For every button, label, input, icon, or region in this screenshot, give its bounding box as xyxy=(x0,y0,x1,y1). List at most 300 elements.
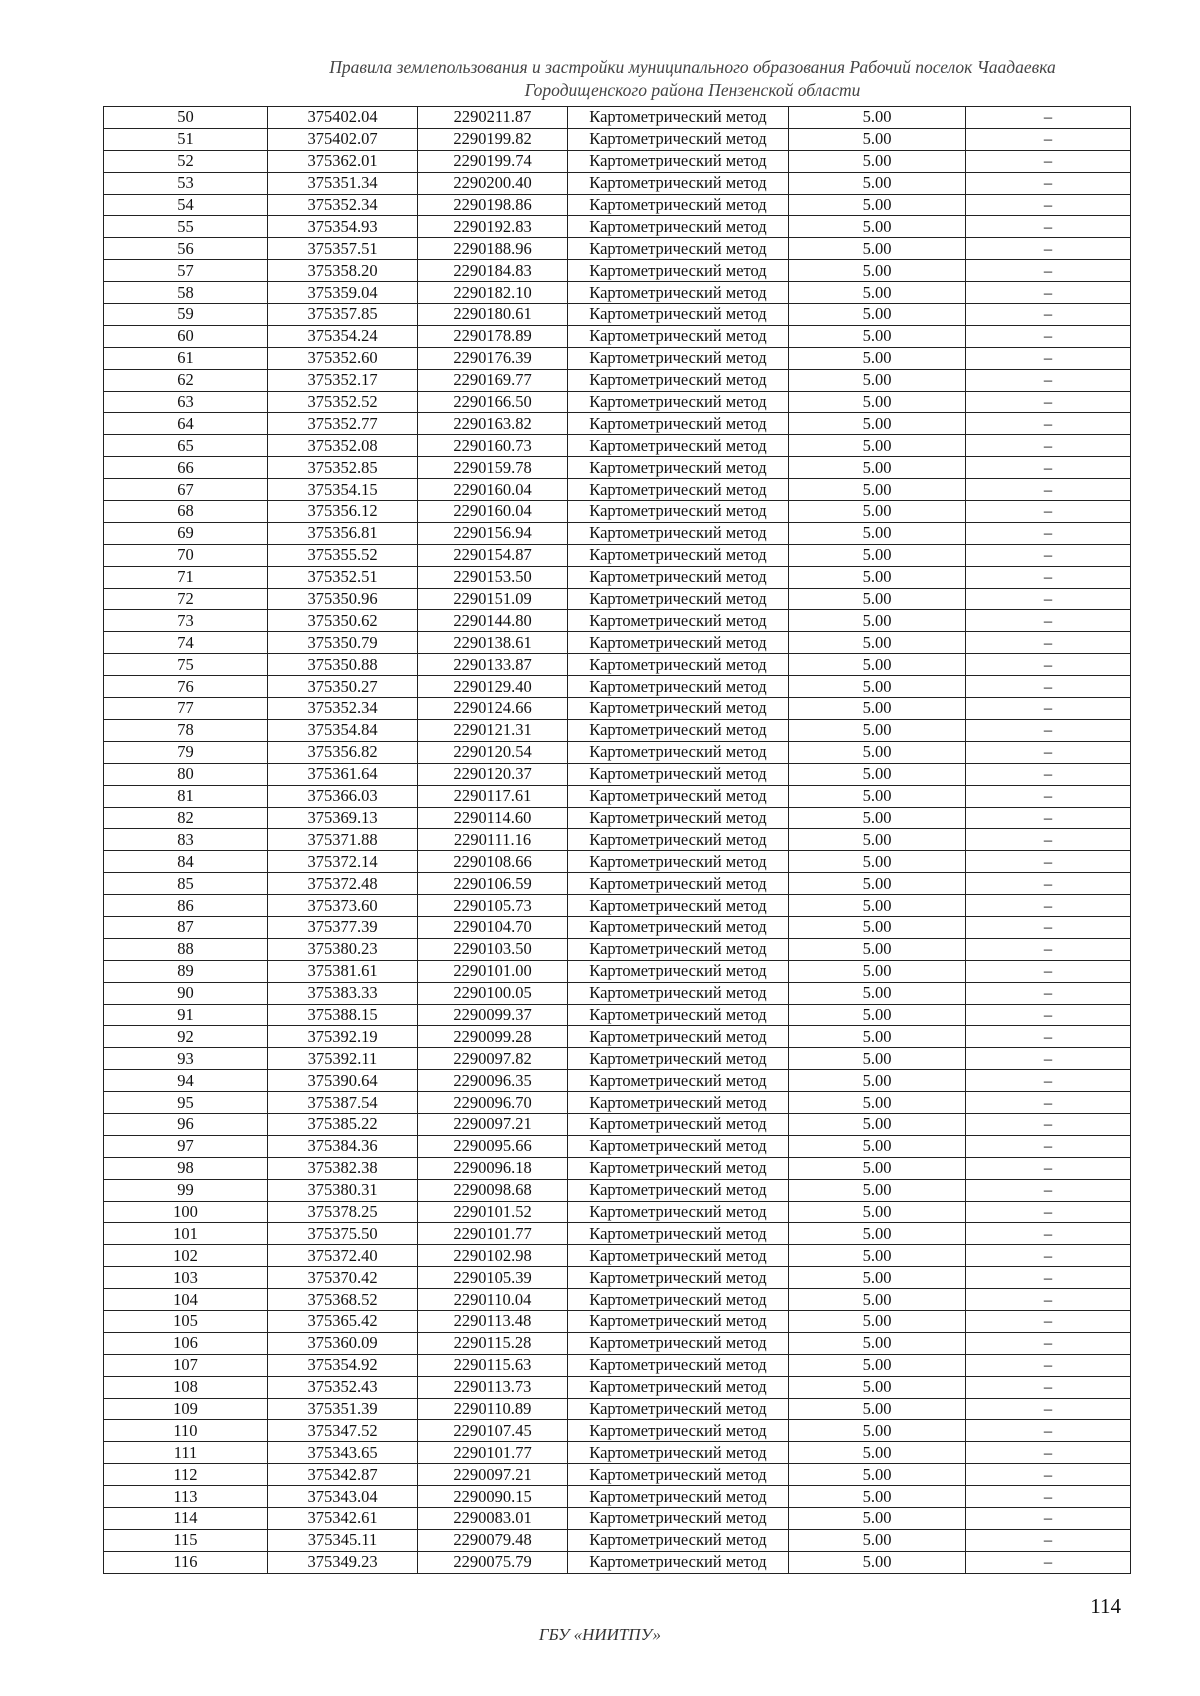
accuracy-cell: 5.00 xyxy=(789,851,966,873)
x-coordinate-cell: 375360.09 xyxy=(268,1332,418,1354)
y-coordinate-cell: 2290111.16 xyxy=(418,829,568,851)
x-coordinate-cell: 375347.52 xyxy=(268,1420,418,1442)
point-number-cell: 64 xyxy=(104,413,268,435)
table-row xyxy=(104,1267,1131,1289)
y-coordinate-cell: 2290160.04 xyxy=(418,501,568,523)
x-coordinate-cell: 375343.04 xyxy=(268,1486,418,1508)
table-row xyxy=(104,873,1131,895)
accuracy-cell: 5.00 xyxy=(789,1245,966,1267)
table-row xyxy=(104,1157,1131,1179)
accuracy-cell: 5.00 xyxy=(789,1201,966,1223)
accuracy-cell: 5.00 xyxy=(789,1420,966,1442)
table-row xyxy=(104,369,1131,391)
accuracy-cell: 5.00 xyxy=(789,216,966,238)
x-coordinate-cell: 375356.12 xyxy=(268,501,418,523)
y-coordinate-cell: 2290110.04 xyxy=(418,1289,568,1311)
y-coordinate-cell: 2290180.61 xyxy=(418,304,568,326)
description-cell: – xyxy=(966,895,1131,917)
y-coordinate-cell: 2290120.54 xyxy=(418,741,568,763)
point-number-cell: 87 xyxy=(104,916,268,938)
y-coordinate-cell: 2290110.89 xyxy=(418,1398,568,1420)
table-row xyxy=(104,304,1131,326)
point-number-cell: 94 xyxy=(104,1070,268,1092)
y-coordinate-cell: 2290121.31 xyxy=(418,719,568,741)
method-cell: Картометрический метод xyxy=(568,260,789,282)
y-coordinate-cell: 2290105.39 xyxy=(418,1267,568,1289)
y-coordinate-cell: 2290097.21 xyxy=(418,1464,568,1486)
description-cell: – xyxy=(966,238,1131,260)
method-cell: Картометрический метод xyxy=(568,457,789,479)
description-cell: – xyxy=(966,1223,1131,1245)
table-row xyxy=(104,150,1131,172)
y-coordinate-cell: 2290101.77 xyxy=(418,1442,568,1464)
description-cell: – xyxy=(966,347,1131,369)
x-coordinate-cell: 375350.62 xyxy=(268,610,418,632)
description-cell: – xyxy=(966,785,1131,807)
x-coordinate-cell: 375352.08 xyxy=(268,435,418,457)
x-coordinate-cell: 375357.85 xyxy=(268,304,418,326)
table-row xyxy=(104,1048,1131,1070)
point-number-cell: 90 xyxy=(104,982,268,1004)
description-cell: – xyxy=(966,1508,1131,1530)
point-number-cell: 89 xyxy=(104,960,268,982)
description-cell: – xyxy=(966,873,1131,895)
x-coordinate-cell: 375368.52 xyxy=(268,1289,418,1311)
table-row xyxy=(104,1201,1131,1223)
accuracy-cell: 5.00 xyxy=(789,150,966,172)
method-cell: Картометрический метод xyxy=(568,1179,789,1201)
y-coordinate-cell: 2290097.21 xyxy=(418,1113,568,1135)
accuracy-cell: 5.00 xyxy=(789,1486,966,1508)
description-cell: – xyxy=(966,1464,1131,1486)
description-cell: – xyxy=(966,1551,1131,1573)
y-coordinate-cell: 2290113.73 xyxy=(418,1376,568,1398)
x-coordinate-cell: 375357.51 xyxy=(268,238,418,260)
method-cell: Картометрический метод xyxy=(568,1398,789,1420)
description-cell: – xyxy=(966,1376,1131,1398)
method-cell: Картометрический метод xyxy=(568,347,789,369)
x-coordinate-cell: 375354.84 xyxy=(268,719,418,741)
x-coordinate-cell: 375392.19 xyxy=(268,1026,418,1048)
method-cell: Картометрический метод xyxy=(568,1004,789,1026)
description-cell: – xyxy=(966,654,1131,676)
description-cell: – xyxy=(966,1310,1131,1332)
table-row xyxy=(104,566,1131,588)
description-cell: – xyxy=(966,194,1131,216)
accuracy-cell: 5.00 xyxy=(789,194,966,216)
accuracy-cell: 5.00 xyxy=(789,1048,966,1070)
point-number-cell: 54 xyxy=(104,194,268,216)
table-row xyxy=(104,1398,1131,1420)
accuracy-cell: 5.00 xyxy=(789,304,966,326)
x-coordinate-cell: 375359.04 xyxy=(268,282,418,304)
y-coordinate-cell: 2290120.37 xyxy=(418,763,568,785)
y-coordinate-cell: 2290144.80 xyxy=(418,610,568,632)
y-coordinate-cell: 2290101.52 xyxy=(418,1201,568,1223)
description-cell: – xyxy=(966,1004,1131,1026)
description-cell: – xyxy=(966,304,1131,326)
method-cell: Картометрический метод xyxy=(568,435,789,457)
method-cell: Картометрический метод xyxy=(568,873,789,895)
accuracy-cell: 5.00 xyxy=(789,1179,966,1201)
table-row xyxy=(104,1113,1131,1135)
method-cell: Картометрический метод xyxy=(568,851,789,873)
y-coordinate-cell: 2290106.59 xyxy=(418,873,568,895)
method-cell: Картометрический метод xyxy=(568,960,789,982)
y-coordinate-cell: 2290105.73 xyxy=(418,895,568,917)
table-row xyxy=(104,347,1131,369)
y-coordinate-cell: 2290096.70 xyxy=(418,1092,568,1114)
x-coordinate-cell: 375387.54 xyxy=(268,1092,418,1114)
table-row xyxy=(104,807,1131,829)
table-row xyxy=(104,785,1131,807)
description-cell: – xyxy=(966,1442,1131,1464)
table-row xyxy=(104,501,1131,523)
table-row xyxy=(104,194,1131,216)
y-coordinate-cell: 2290098.68 xyxy=(418,1179,568,1201)
description-cell: – xyxy=(966,960,1131,982)
table-row xyxy=(104,325,1131,347)
description-cell: – xyxy=(966,1201,1131,1223)
point-number-cell: 75 xyxy=(104,654,268,676)
method-cell: Картометрический метод xyxy=(568,895,789,917)
x-coordinate-cell: 375349.23 xyxy=(268,1551,418,1573)
description-cell: – xyxy=(966,763,1131,785)
x-coordinate-cell: 375354.93 xyxy=(268,216,418,238)
accuracy-cell: 5.00 xyxy=(789,107,966,129)
y-coordinate-cell: 2290163.82 xyxy=(418,413,568,435)
table-row xyxy=(104,895,1131,917)
y-coordinate-cell: 2290153.50 xyxy=(418,566,568,588)
point-number-cell: 65 xyxy=(104,435,268,457)
table-row xyxy=(104,1179,1131,1201)
accuracy-cell: 5.00 xyxy=(789,698,966,720)
description-cell: – xyxy=(966,719,1131,741)
table-row xyxy=(104,391,1131,413)
table-row xyxy=(104,1354,1131,1376)
point-number-cell: 93 xyxy=(104,1048,268,1070)
point-number-cell: 100 xyxy=(104,1201,268,1223)
accuracy-cell: 5.00 xyxy=(789,1289,966,1311)
y-coordinate-cell: 2290138.61 xyxy=(418,632,568,654)
x-coordinate-cell: 375361.64 xyxy=(268,763,418,785)
description-cell: – xyxy=(966,128,1131,150)
accuracy-cell: 5.00 xyxy=(789,763,966,785)
point-number-cell: 73 xyxy=(104,610,268,632)
accuracy-cell: 5.00 xyxy=(789,1070,966,1092)
point-number-cell: 96 xyxy=(104,1113,268,1135)
accuracy-cell: 5.00 xyxy=(789,435,966,457)
accuracy-cell: 5.00 xyxy=(789,1135,966,1157)
x-coordinate-cell: 375366.03 xyxy=(268,785,418,807)
table-row xyxy=(104,1332,1131,1354)
accuracy-cell: 5.00 xyxy=(789,479,966,501)
description-cell: – xyxy=(966,829,1131,851)
x-coordinate-cell: 375356.82 xyxy=(268,741,418,763)
y-coordinate-cell: 2290169.77 xyxy=(418,369,568,391)
point-number-cell: 110 xyxy=(104,1420,268,1442)
y-coordinate-cell: 2290103.50 xyxy=(418,938,568,960)
table-row xyxy=(104,763,1131,785)
y-coordinate-cell: 2290079.48 xyxy=(418,1529,568,1551)
method-cell: Картометрический метод xyxy=(568,1245,789,1267)
y-coordinate-cell: 2290198.86 xyxy=(418,194,568,216)
table-row xyxy=(104,829,1131,851)
x-coordinate-cell: 375354.24 xyxy=(268,325,418,347)
x-coordinate-cell: 375384.36 xyxy=(268,1135,418,1157)
x-coordinate-cell: 375365.42 xyxy=(268,1310,418,1332)
description-cell: – xyxy=(966,588,1131,610)
accuracy-cell: 5.00 xyxy=(789,1508,966,1530)
x-coordinate-cell: 375352.52 xyxy=(268,391,418,413)
method-cell: Картометрический метод xyxy=(568,632,789,654)
accuracy-cell: 5.00 xyxy=(789,413,966,435)
table-row xyxy=(104,1245,1131,1267)
method-cell: Картометрический метод xyxy=(568,916,789,938)
accuracy-cell: 5.00 xyxy=(789,982,966,1004)
y-coordinate-cell: 2290199.74 xyxy=(418,150,568,172)
point-number-cell: 105 xyxy=(104,1310,268,1332)
description-cell: – xyxy=(966,260,1131,282)
method-cell: Картометрический метод xyxy=(568,1201,789,1223)
y-coordinate-cell: 2290192.83 xyxy=(418,216,568,238)
method-cell: Картометрический метод xyxy=(568,1442,789,1464)
accuracy-cell: 5.00 xyxy=(789,1223,966,1245)
point-number-cell: 66 xyxy=(104,457,268,479)
accuracy-cell: 5.00 xyxy=(789,238,966,260)
x-coordinate-cell: 375351.34 xyxy=(268,172,418,194)
point-number-cell: 103 xyxy=(104,1267,268,1289)
point-number-cell: 97 xyxy=(104,1135,268,1157)
description-cell: – xyxy=(966,1026,1131,1048)
method-cell: Картометрический метод xyxy=(568,1464,789,1486)
method-cell: Картометрический метод xyxy=(568,566,789,588)
table-row xyxy=(104,654,1131,676)
description-cell: – xyxy=(966,1135,1131,1157)
method-cell: Картометрический метод xyxy=(568,194,789,216)
x-coordinate-cell: 375352.34 xyxy=(268,698,418,720)
description-cell: – xyxy=(966,1398,1131,1420)
accuracy-cell: 5.00 xyxy=(789,588,966,610)
description-cell: – xyxy=(966,1289,1131,1311)
point-number-cell: 79 xyxy=(104,741,268,763)
point-number-cell: 60 xyxy=(104,325,268,347)
point-number-cell: 77 xyxy=(104,698,268,720)
y-coordinate-cell: 2290083.01 xyxy=(418,1508,568,1530)
description-cell: – xyxy=(966,610,1131,632)
method-cell: Картометрический метод xyxy=(568,1267,789,1289)
point-number-cell: 59 xyxy=(104,304,268,326)
table-row xyxy=(104,960,1131,982)
y-coordinate-cell: 2290099.28 xyxy=(418,1026,568,1048)
y-coordinate-cell: 2290113.48 xyxy=(418,1310,568,1332)
table-row xyxy=(104,457,1131,479)
description-cell: – xyxy=(966,1092,1131,1114)
table-row xyxy=(104,1486,1131,1508)
method-cell: Картометрический метод xyxy=(568,1354,789,1376)
x-coordinate-cell: 375390.64 xyxy=(268,1070,418,1092)
x-coordinate-cell: 375350.96 xyxy=(268,588,418,610)
table-row xyxy=(104,1551,1131,1573)
y-coordinate-cell: 2290166.50 xyxy=(418,391,568,413)
accuracy-cell: 5.00 xyxy=(789,1376,966,1398)
x-coordinate-cell: 375350.79 xyxy=(268,632,418,654)
y-coordinate-cell: 2290151.09 xyxy=(418,588,568,610)
method-cell: Картометрический метод xyxy=(568,982,789,1004)
table-row xyxy=(104,1026,1131,1048)
y-coordinate-cell: 2290097.82 xyxy=(418,1048,568,1070)
accuracy-cell: 5.00 xyxy=(789,1442,966,1464)
x-coordinate-cell: 375352.60 xyxy=(268,347,418,369)
x-coordinate-cell: 375402.04 xyxy=(268,107,418,129)
description-cell: – xyxy=(966,698,1131,720)
table-row xyxy=(104,1310,1131,1332)
table-row xyxy=(104,1376,1131,1398)
accuracy-cell: 5.00 xyxy=(789,895,966,917)
table-row xyxy=(104,1289,1131,1311)
accuracy-cell: 5.00 xyxy=(789,260,966,282)
description-cell: – xyxy=(966,566,1131,588)
table-row xyxy=(104,1135,1131,1157)
point-number-cell: 84 xyxy=(104,851,268,873)
method-cell: Картометрический метод xyxy=(568,369,789,391)
table-row xyxy=(104,107,1131,129)
accuracy-cell: 5.00 xyxy=(789,391,966,413)
point-number-cell: 78 xyxy=(104,719,268,741)
x-coordinate-cell: 375392.11 xyxy=(268,1048,418,1070)
method-cell: Картометрический метод xyxy=(568,829,789,851)
table-row xyxy=(104,238,1131,260)
y-coordinate-cell: 2290101.77 xyxy=(418,1223,568,1245)
y-coordinate-cell: 2290075.79 xyxy=(418,1551,568,1573)
y-coordinate-cell: 2290184.83 xyxy=(418,260,568,282)
y-coordinate-cell: 2290104.70 xyxy=(418,916,568,938)
accuracy-cell: 5.00 xyxy=(789,347,966,369)
x-coordinate-cell: 375369.13 xyxy=(268,807,418,829)
table-row xyxy=(104,1442,1131,1464)
table-row xyxy=(104,1420,1131,1442)
point-number-cell: 56 xyxy=(104,238,268,260)
y-coordinate-cell: 2290108.66 xyxy=(418,851,568,873)
table-row xyxy=(104,588,1131,610)
header-line-1: Правила землепользования и застройки муниципального образования Рабочий поселок Чаадаевка xyxy=(329,57,1056,77)
header-line-2: Городищенского района Пензенской области xyxy=(524,80,861,100)
point-number-cell: 109 xyxy=(104,1398,268,1420)
table-row xyxy=(104,172,1131,194)
method-cell: Картометрический метод xyxy=(568,807,789,829)
y-coordinate-cell: 2290115.63 xyxy=(418,1354,568,1376)
method-cell: Картометрический метод xyxy=(568,654,789,676)
y-coordinate-cell: 2290199.82 xyxy=(418,128,568,150)
x-coordinate-cell: 375356.81 xyxy=(268,522,418,544)
method-cell: Картометрический метод xyxy=(568,1376,789,1398)
accuracy-cell: 5.00 xyxy=(789,632,966,654)
table-row xyxy=(104,479,1131,501)
accuracy-cell: 5.00 xyxy=(789,1529,966,1551)
accuracy-cell: 5.00 xyxy=(789,654,966,676)
table-row xyxy=(104,676,1131,698)
description-cell: – xyxy=(966,1048,1131,1070)
y-coordinate-cell: 2290096.35 xyxy=(418,1070,568,1092)
point-number-cell: 113 xyxy=(104,1486,268,1508)
method-cell: Картометрический метод xyxy=(568,128,789,150)
y-coordinate-cell: 2290096.18 xyxy=(418,1157,568,1179)
x-coordinate-cell: 375373.60 xyxy=(268,895,418,917)
description-cell: – xyxy=(966,1070,1131,1092)
method-cell: Картометрический метод xyxy=(568,238,789,260)
description-cell: – xyxy=(966,1420,1131,1442)
method-cell: Картометрический метод xyxy=(568,325,789,347)
y-coordinate-cell: 2290100.05 xyxy=(418,982,568,1004)
point-number-cell: 95 xyxy=(104,1092,268,1114)
x-coordinate-cell: 375375.50 xyxy=(268,1223,418,1245)
accuracy-cell: 5.00 xyxy=(789,1092,966,1114)
point-number-cell: 50 xyxy=(104,107,268,129)
y-coordinate-cell: 2290200.40 xyxy=(418,172,568,194)
table-row xyxy=(104,632,1131,654)
table-row xyxy=(104,698,1131,720)
y-coordinate-cell: 2290160.04 xyxy=(418,479,568,501)
method-cell: Картометрический метод xyxy=(568,413,789,435)
description-cell: – xyxy=(966,1529,1131,1551)
method-cell: Картометрический метод xyxy=(568,216,789,238)
description-cell: – xyxy=(966,1332,1131,1354)
method-cell: Картометрический метод xyxy=(568,741,789,763)
accuracy-cell: 5.00 xyxy=(789,522,966,544)
y-coordinate-cell: 2290095.66 xyxy=(418,1135,568,1157)
accuracy-cell: 5.00 xyxy=(789,544,966,566)
x-coordinate-cell: 375377.39 xyxy=(268,916,418,938)
description-cell: – xyxy=(966,369,1131,391)
accuracy-cell: 5.00 xyxy=(789,676,966,698)
y-coordinate-cell: 2290133.87 xyxy=(418,654,568,676)
description-cell: – xyxy=(966,1354,1131,1376)
point-number-cell: 106 xyxy=(104,1332,268,1354)
y-coordinate-cell: 2290159.78 xyxy=(418,457,568,479)
x-coordinate-cell: 375350.27 xyxy=(268,676,418,698)
accuracy-cell: 5.00 xyxy=(789,960,966,982)
point-number-cell: 58 xyxy=(104,282,268,304)
accuracy-cell: 5.00 xyxy=(789,172,966,194)
table-row xyxy=(104,544,1131,566)
description-cell: – xyxy=(966,938,1131,960)
description-cell: – xyxy=(966,851,1131,873)
method-cell: Картометрический метод xyxy=(568,282,789,304)
method-cell: Картометрический метод xyxy=(568,107,789,129)
table-row xyxy=(104,282,1131,304)
point-number-cell: 69 xyxy=(104,522,268,544)
x-coordinate-cell: 375380.31 xyxy=(268,1179,418,1201)
x-coordinate-cell: 375372.48 xyxy=(268,873,418,895)
method-cell: Картометрический метод xyxy=(568,785,789,807)
point-number-cell: 82 xyxy=(104,807,268,829)
point-number-cell: 88 xyxy=(104,938,268,960)
accuracy-cell: 5.00 xyxy=(789,1398,966,1420)
accuracy-cell: 5.00 xyxy=(789,1551,966,1573)
x-coordinate-cell: 375343.65 xyxy=(268,1442,418,1464)
point-number-cell: 55 xyxy=(104,216,268,238)
x-coordinate-cell: 375402.07 xyxy=(268,128,418,150)
y-coordinate-cell: 2290107.45 xyxy=(418,1420,568,1442)
y-coordinate-cell: 2290129.40 xyxy=(418,676,568,698)
method-cell: Картометрический метод xyxy=(568,150,789,172)
x-coordinate-cell: 375382.38 xyxy=(268,1157,418,1179)
y-coordinate-cell: 2290114.60 xyxy=(418,807,568,829)
accuracy-cell: 5.00 xyxy=(789,501,966,523)
y-coordinate-cell: 2290099.37 xyxy=(418,1004,568,1026)
accuracy-cell: 5.00 xyxy=(789,128,966,150)
coordinates-table-body xyxy=(104,107,1131,1574)
